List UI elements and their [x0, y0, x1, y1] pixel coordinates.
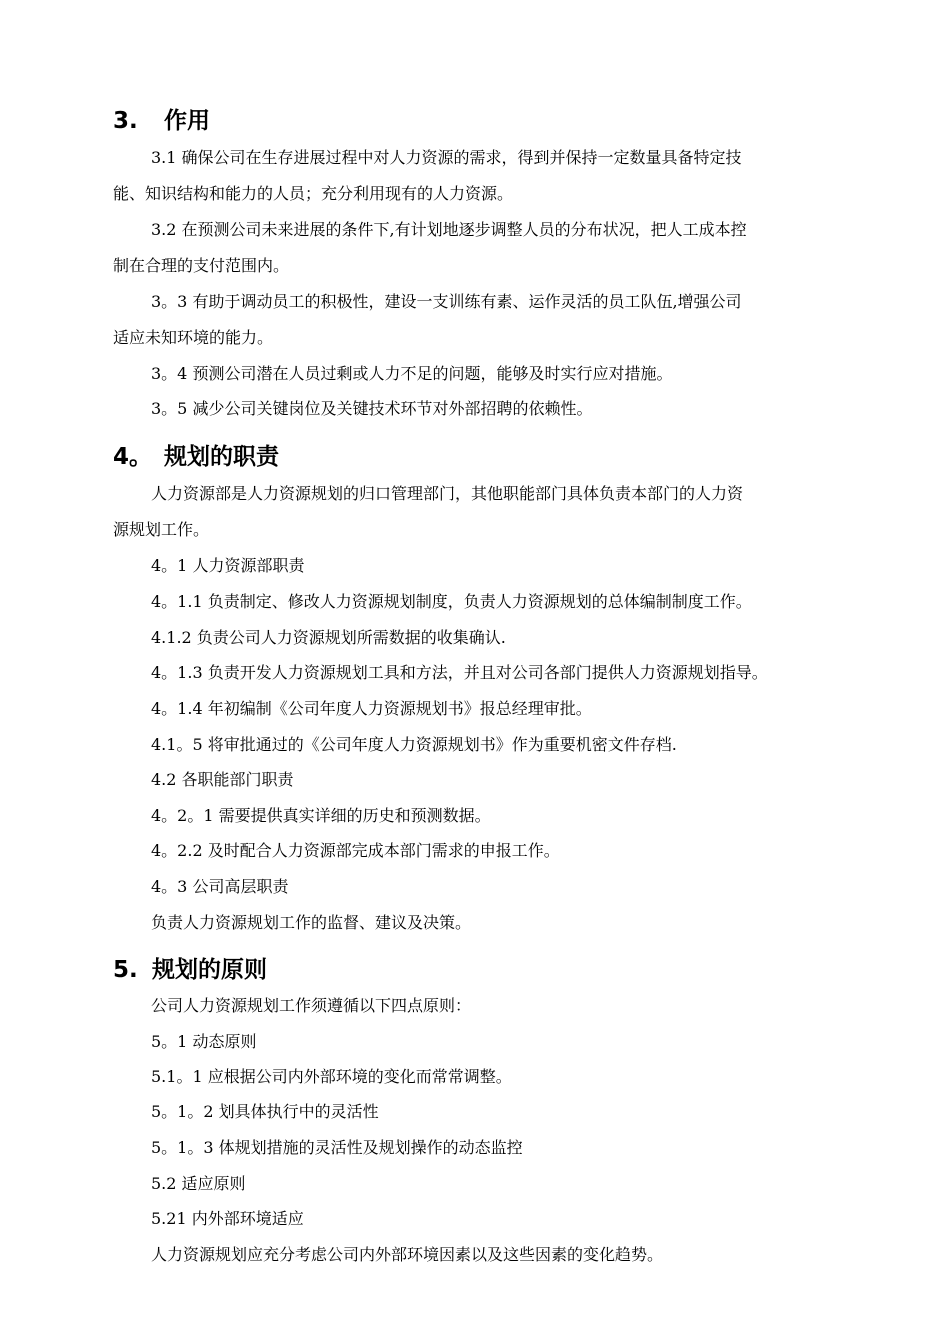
paragraph-line: 4。1.1 负责制定、修改人力资源规划制度，负责人力资源规划的总体编制制度工作。 [151, 592, 752, 611]
paragraph-line: 3.1 确保公司在生存进展过程中对人力资源的需求，得到并保持一定数量具备特定技 [151, 148, 742, 167]
paragraph-line: 公司人力资源规划工作须遵循以下四点原则： [151, 996, 472, 1015]
paragraph-line: 5。1。3 体规划措施的灵活性及规划操作的动态监控 [151, 1138, 523, 1157]
paragraph-line: 4.1.2 负责公司人力资源规划所需数据的收集确认. [151, 628, 506, 647]
paragraph-line: 4.1。5 将审批通过的《公司年度人力资源规划书》作为重要机密文件存档. [151, 735, 677, 754]
paragraph-line: 4。2.2 及时配合人力资源部完成本部门需求的申报工作。 [151, 841, 560, 860]
paragraph-line: 4。1.3 负责开发人力资源规划工具和方法，并且对公司各部门提供人力资源规划指导。 [151, 663, 768, 682]
section-heading-3 [113, 106, 210, 136]
paragraph-line: 负责人力资源规划工作的监督、建议及决策。 [151, 913, 472, 932]
section-title: 规划的职责 [164, 444, 279, 470]
section-number: 3. [113, 108, 138, 134]
paragraph-line: 5。1 动态原则 [151, 1032, 257, 1051]
section-title: 作用 [164, 108, 210, 134]
paragraph-line: 4.2 各职能部门职责 [151, 770, 294, 789]
paragraph-line: 4。2。1 需要提供真实详细的历史和预测数据。 [151, 806, 491, 825]
paragraph-line: 人力资源规划应充分考虑公司内外部环境因素以及这些因素的变化趋势。 [151, 1245, 664, 1264]
paragraph-line: 3。5 减少公司关键岗位及关键技术环节对外部招聘的依赖性。 [151, 399, 593, 418]
paragraph-line: 制在合理的支付范围内。 [113, 256, 290, 275]
paragraph-line: 4。1 人力资源部职责 [151, 556, 305, 575]
paragraph-line: 3。4 预测公司潜在人员过剩或人力不足的问题，能够及时实行应对措施。 [151, 364, 673, 383]
paragraph-line: 3。3 有助于调动员工的积极性，建设一支训练有素、运作灵活的员工队伍,增强公司 [151, 292, 742, 311]
paragraph-line: 人力资源部是人力资源规划的归口管理部门，其他职能部门具体负责本部门的人力资 [151, 484, 744, 503]
section-title: 规划的原则 [152, 957, 267, 983]
paragraph-line: 3.2 在预测公司未来进展的条件下,有计划地逐步调整人员的分布状况，把人工成本控 [151, 220, 747, 239]
paragraph-line: 5。1。2 划具体执行中的灵活性 [151, 1102, 379, 1121]
paragraph-line: 能、知识结构和能力的人员；充分利用现有的人力资源。 [113, 184, 514, 203]
paragraph-line: 5.2 适应原则 [151, 1174, 246, 1193]
paragraph-line: 5.21 内外部环境适应 [151, 1209, 304, 1228]
section-number: 4。 [113, 444, 153, 470]
paragraph-line: 4。1.4 年初编制《公司年度人力资源规划书》报总经理审批。 [151, 699, 592, 718]
paragraph-line: 5.1。1 应根据公司内外部环境的变化而常常调整。 [151, 1067, 512, 1086]
paragraph-line: 源规划工作。 [113, 520, 210, 539]
paragraph-line: 适应未知环境的能力。 [113, 328, 274, 347]
section-heading-4 [113, 442, 279, 472]
paragraph-line: 4。3 公司高层职责 [151, 877, 289, 896]
section-number: 5. [113, 957, 138, 983]
section-heading-5 [113, 955, 267, 985]
